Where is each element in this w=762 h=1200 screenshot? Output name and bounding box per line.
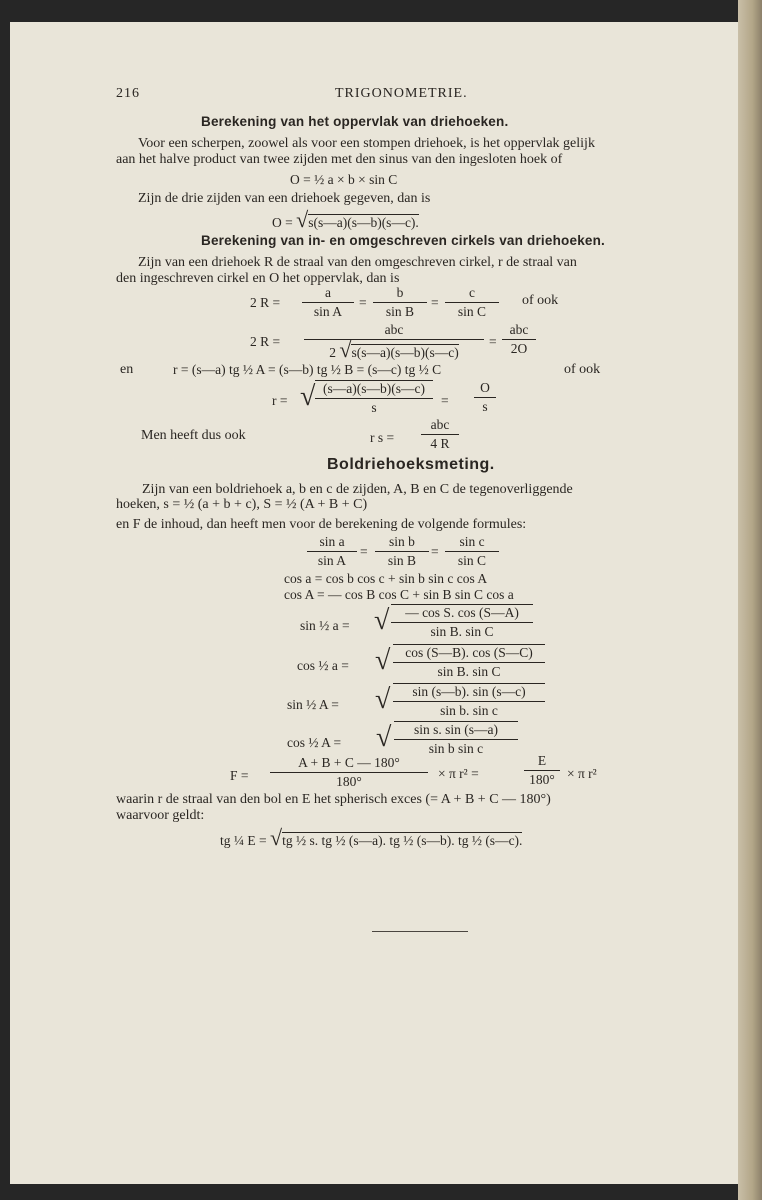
equals-sign: = [431, 295, 439, 310]
paragraph-line: Zijn de drie zijden van een driehoek gegeven, dan is [138, 191, 431, 206]
formula-lhs: 2 R = [250, 334, 281, 349]
paragraph-line: Voor een scherpen, zoowel als voor een stompen driehoek, is het oppervlak gelijk [138, 136, 595, 151]
book-spine [738, 0, 762, 1200]
fraction: abc 2O [502, 322, 536, 357]
paragraph-line: Zijn van een boldriehoek a, b en c de zijden, A, B en C de tegenoverliggende [142, 482, 573, 497]
fraction: $\frac{(s—a)(s—b)(s—c)}{s}$ [315, 380, 433, 416]
formula-text: × π r² [567, 766, 597, 781]
fraction: $\frac{A + B + C — 180^\circ}{180^\circ}$ [270, 755, 428, 790]
paragraph-line: Zijn van een driehoek R de straal van den omgeschreven cirkel, r de straal van [138, 255, 577, 270]
fraction: $\frac{\text{sin a}}{\text{sin A}}$ [307, 534, 357, 569]
paragraph-line: en F de inhoud, dan heeft men voor de berekening de volgende formules: [116, 517, 527, 532]
of-ook-label: of ook [522, 293, 559, 308]
paragraph-line: hoeken, s = ½ (a + b + c), S = ½ (A + B + C) [116, 497, 368, 512]
formula-lhs: cos ½ a = [297, 658, 349, 673]
fraction: abc 2 √s(s—a)(s—b)(s—c) [304, 322, 484, 361]
fraction: $\frac{O}{s}$ [474, 380, 496, 415]
sqrt-icon: √ [300, 381, 316, 412]
fraction: $\frac{c}{\text{sin C}}$ [445, 285, 499, 320]
formula-lhs: sin ½ a = [300, 618, 350, 633]
formula-lhs: sin ½ A = [287, 697, 339, 712]
fraction: $\frac{\text{sin b}}{\text{sin B}}$ [375, 534, 429, 569]
sqrt-icon: √ [270, 825, 283, 850]
formula-heron [272, 207, 419, 232]
formula-lhs: F = [230, 768, 249, 783]
radicand: s(s—a)(s—b)(s—c). [308, 215, 419, 230]
paragraph-line: aan het halve product van twee zijden met den sinus van den ingesloten hoek of [116, 152, 563, 167]
formula-lhs: 2 R = [250, 295, 281, 310]
book-page [10, 22, 738, 1184]
en-label: en [120, 362, 134, 377]
equals-sign: = [360, 544, 368, 559]
fraction: $\frac{\text{— cos S. cos (S—A)}}{\text{sin B. sin C}}$ [391, 604, 533, 640]
sqrt-icon: √ [339, 337, 352, 362]
equals-sign: = [489, 334, 497, 349]
equals-sign: = [441, 393, 449, 408]
sqrt-icon: √ [296, 207, 309, 232]
formula-lhuilier: tg ¼ E = √tg ½ s. tg ½ (s—a). tg ½ (s—b). tg ½ (s—c). [220, 825, 523, 850]
paragraph-line: waarin r de straal van den bol en E het spherisch exces (= A + B + C — 180°) [116, 792, 551, 807]
of-ook-label: of ook [564, 362, 601, 377]
divider-rule [372, 931, 468, 932]
sqrt-icon: √ [375, 645, 391, 676]
formula-lhs: cos ½ A = [287, 735, 342, 750]
section-heading-area: Berekening van het oppervlak van driehoeken. [201, 114, 509, 129]
equals-sign: = [431, 544, 439, 559]
paragraph-line: den ingeschreven cirkel en O het oppervlak, dan is [116, 271, 400, 286]
running-title: TRIGONOMETRIE. [335, 86, 468, 101]
formula-lhs: r = [272, 393, 288, 408]
fraction: $\frac{a}{\text{sin A}}$ [302, 285, 354, 320]
formula-inradius: r = (s—a) tg ½ A = (s—b) tg ½ B = (s—c) tg ½ C [173, 362, 442, 377]
sqrt-icon: √ [376, 722, 392, 753]
formula-lhs: O = [272, 215, 293, 230]
paragraph-line: waarvoor geldt: [116, 808, 205, 823]
page-number: 216 [116, 86, 140, 101]
sqrt-icon: √ [375, 684, 391, 715]
formula-lhs: r s = [370, 430, 395, 445]
section-heading-spherical: Boldriehoeksmeting. [327, 456, 495, 473]
fraction: $\frac{\sin (s—b). \sin (s—c)}{\text{sin b. sin c}}$ [393, 683, 545, 719]
fraction: $\frac{\text{sin c}}{\text{sin C}}$ [445, 534, 499, 569]
formula-text: × π r² = [438, 766, 479, 781]
fraction: $\frac{\text{sin s. sin (s—a)}}{\text{sin b sin c}}$ [394, 721, 518, 757]
formula-cos-a: cos a = cos b cos c + sin b sin c cos A [284, 571, 488, 586]
fraction: $\frac{b}{\text{sin B}}$ [373, 285, 427, 320]
formula-cos-A: cos A = — cos B cos C + sin B sin C cos a [284, 587, 514, 602]
fraction: $\frac{\cos (S—B). \cos (S—C)}{\text{sin B. sin C}}$ [393, 644, 545, 680]
sqrt-icon: √ [374, 605, 390, 636]
section-heading-circles: Berekening van in- en omgeschreven cirkels van driehoeken. [201, 233, 606, 248]
fraction: $\frac{E}{180^\circ}$ [524, 753, 560, 788]
formula-area: O = ½ a × b × sin C [290, 172, 398, 187]
equals-sign: = [359, 295, 367, 310]
paragraph-line: Men heeft dus ook [141, 428, 246, 443]
fraction: abc 4 R [421, 417, 459, 452]
